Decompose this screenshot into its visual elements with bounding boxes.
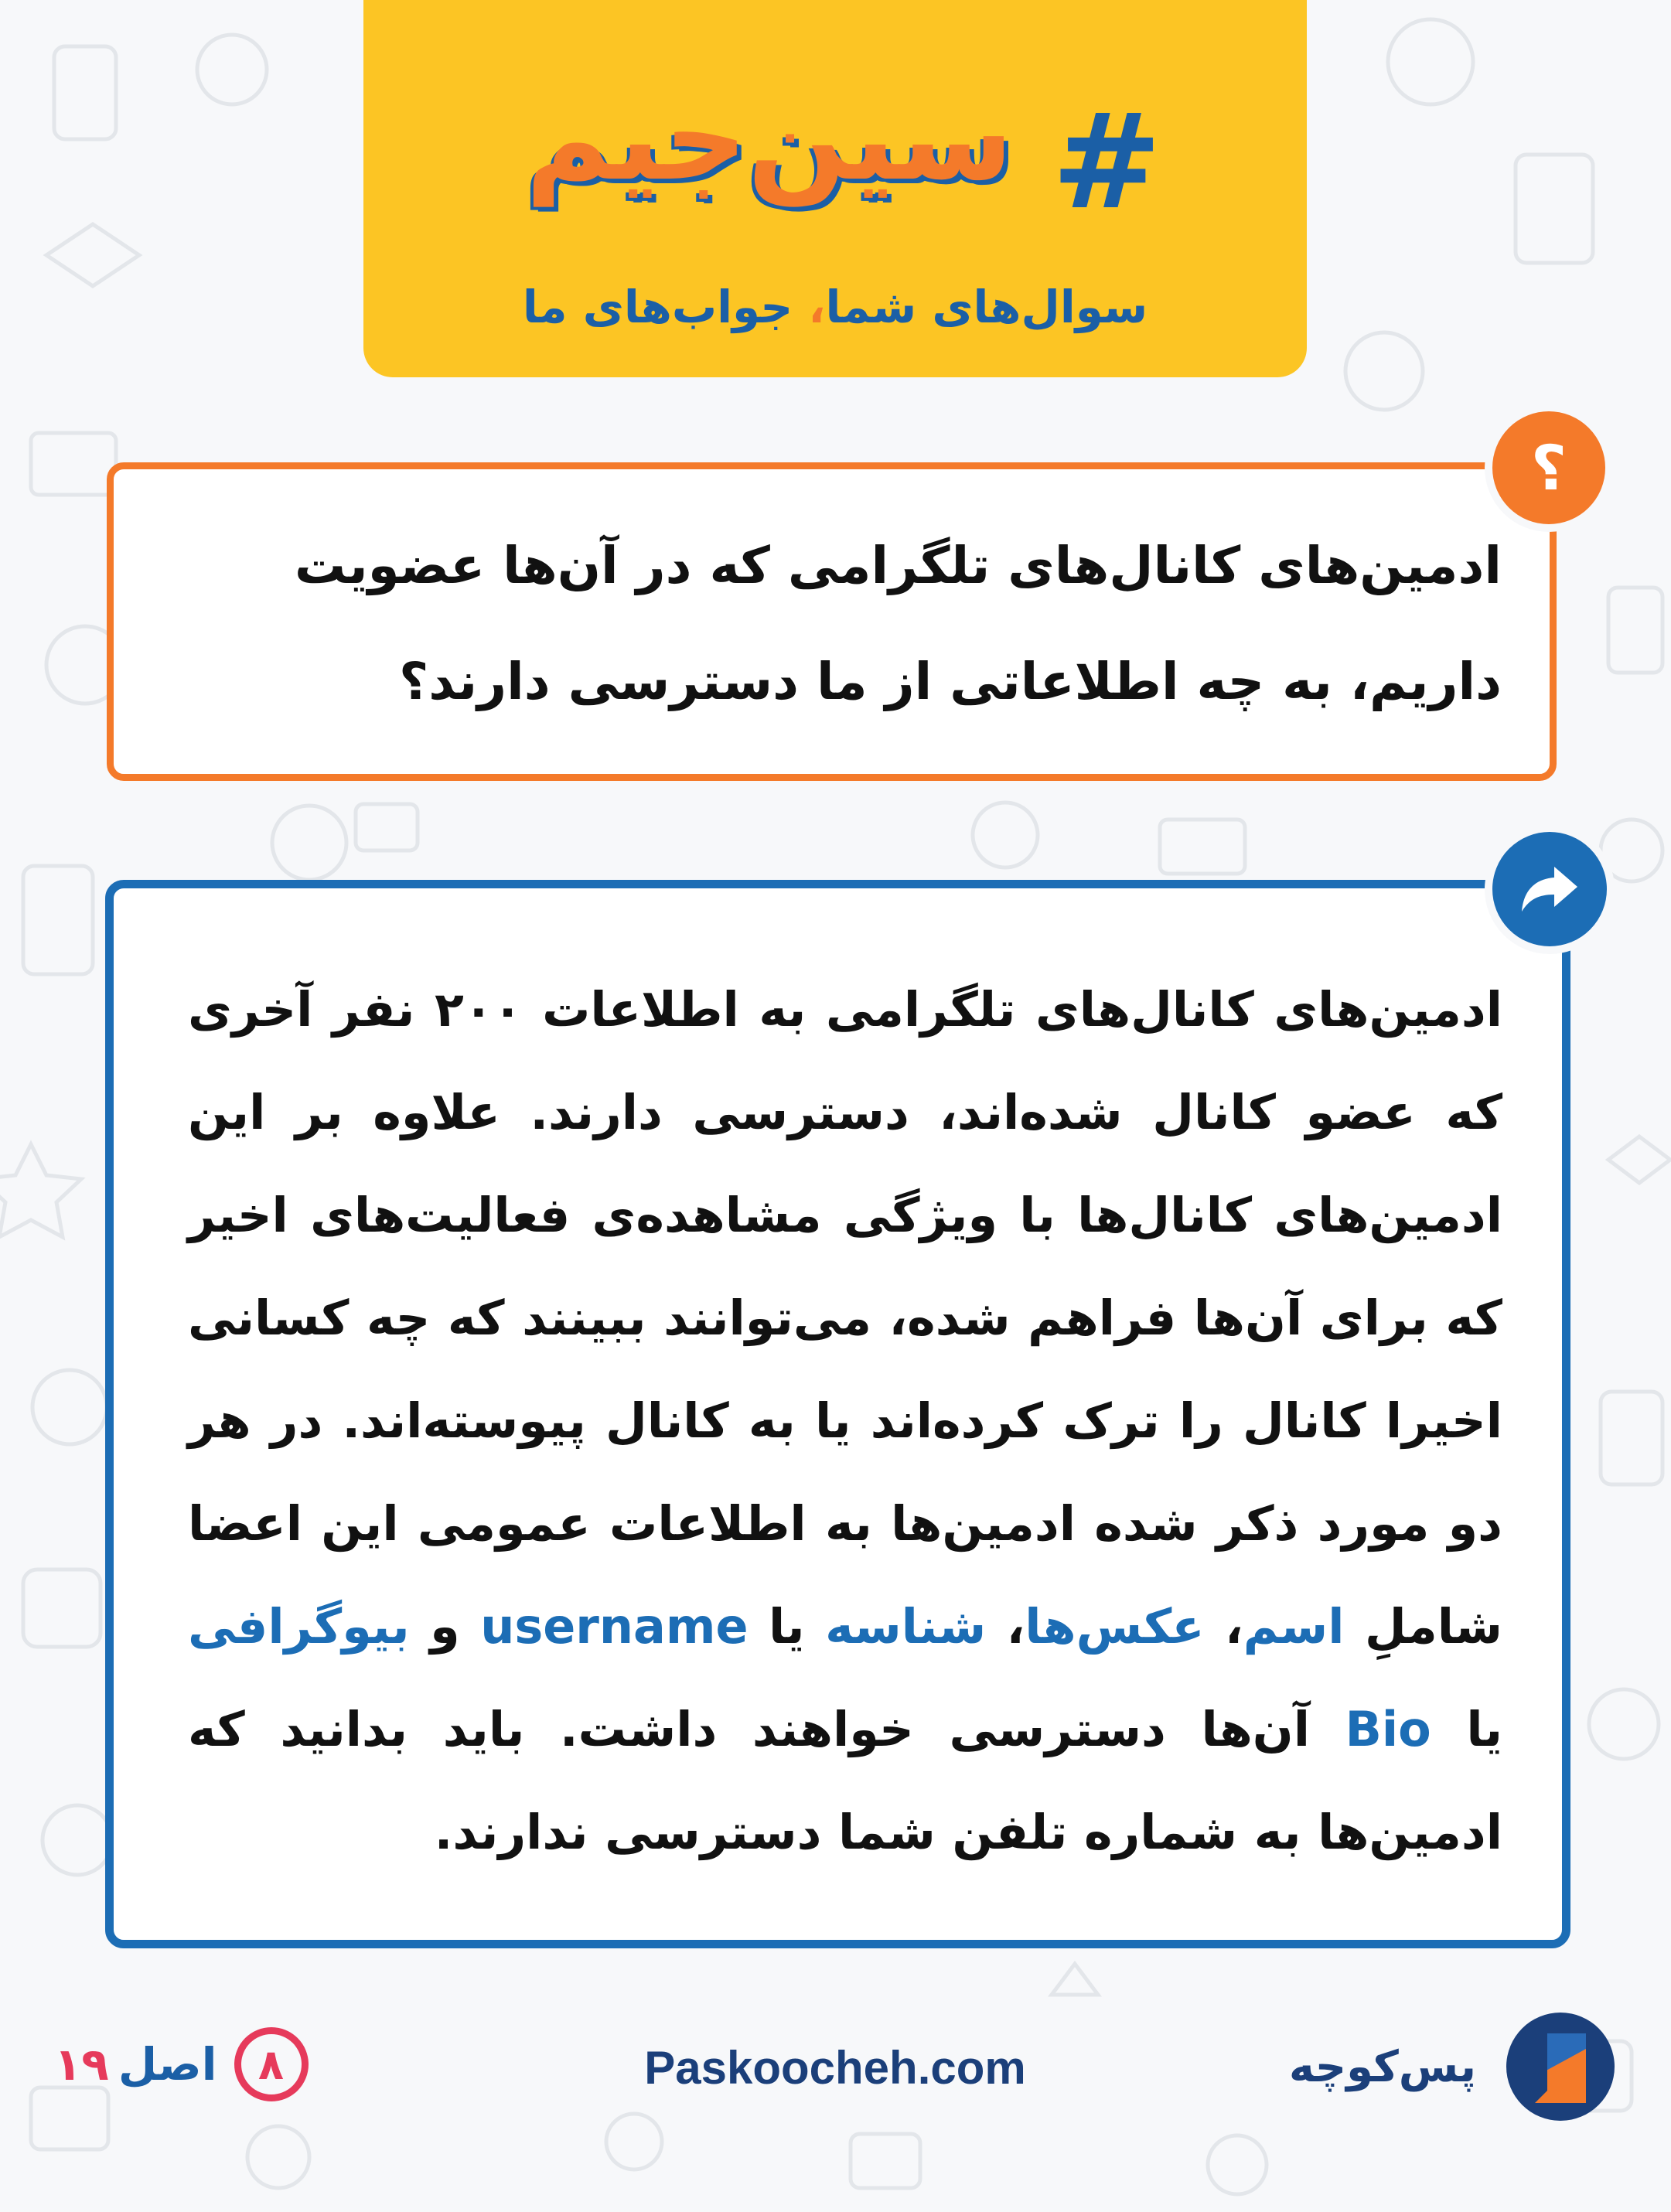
website-link[interactable]: Paskoocheh.com bbox=[644, 2042, 1026, 2094]
separator: یا bbox=[1431, 1701, 1502, 1757]
answer-paragraph-2-start: در هر دو مورد ذکر شده ادمین‌ها به اطلاعات عمومی این اعضا شاملِ bbox=[188, 1392, 1503, 1655]
separator: ، bbox=[1204, 1598, 1243, 1655]
highlight-username: username bbox=[480, 1598, 749, 1655]
separator: یا bbox=[748, 1598, 826, 1655]
series-indicator bbox=[54, 2030, 309, 2099]
question-mark-icon: ؟ bbox=[1485, 404, 1613, 532]
answer-text bbox=[188, 958, 1502, 1883]
highlight-bio: Bio bbox=[1345, 1701, 1431, 1757]
answer-paragraph-2-end: آن‌ها دسترسی خواهند داشت. باید بدانید که ادمین‌ها به شماره تلفن شما دسترسی ندارند. bbox=[188, 1701, 1502, 1860]
header-banner bbox=[363, 0, 1307, 377]
series-label: اصل bbox=[118, 2038, 217, 2091]
share-arrow-icon bbox=[1485, 824, 1615, 954]
tagline bbox=[363, 272, 1307, 342]
separator: ، bbox=[986, 1598, 1025, 1655]
highlight-id: شناسه bbox=[825, 1598, 987, 1655]
paskoocheh-logo-icon bbox=[1504, 2010, 1617, 2123]
separator: و bbox=[409, 1598, 481, 1655]
tagline-part1: سوال‌های شما bbox=[825, 281, 1148, 333]
series-number: ۱۹ bbox=[54, 2038, 109, 2091]
hashtag-icon: # bbox=[1052, 86, 1162, 239]
brand bbox=[1289, 2016, 1617, 2117]
series-badge-icon: ۸ bbox=[234, 2027, 309, 2101]
highlight-name: اسم bbox=[1243, 1598, 1345, 1655]
question-box bbox=[107, 462, 1557, 781]
highlight-photos: عکس‌ها bbox=[1025, 1598, 1205, 1655]
question-text: ادمین‌های کانال‌های تلگرامی که در آن‌ها عضویت داریم، به چه اطلاعاتی از ما دسترسی دارند؟ bbox=[295, 536, 1502, 711]
brand-name: پس‌کوچه bbox=[1288, 2041, 1476, 2092]
answer-paragraph-1: ادمین‌های کانال‌های تلگرامی به اطلاعات ۲۰۰ نفر آخری که عضو کانال شده‌اند، دسترسی دارند. علاوه بر این ادمین‌های کانال‌ها با ویژگی مشاهده‌ی فعالیت‌های اخیر که برای آن‌ها فراهم شده، می‌توانند ببینند که چه کسانی اخیرا کانال را ترک کرده‌اند یا به کانال پیوسته‌اند. bbox=[188, 981, 1503, 1449]
footer bbox=[0, 1979, 1671, 2142]
answer-box bbox=[105, 880, 1570, 1948]
tagline-comma: ، bbox=[808, 281, 826, 333]
highlight-biography: بیوگرافی bbox=[188, 1598, 410, 1655]
logo-wordmark: سین‌جیم bbox=[525, 72, 1014, 206]
tagline-part2: جواب‌های ما bbox=[522, 281, 809, 333]
